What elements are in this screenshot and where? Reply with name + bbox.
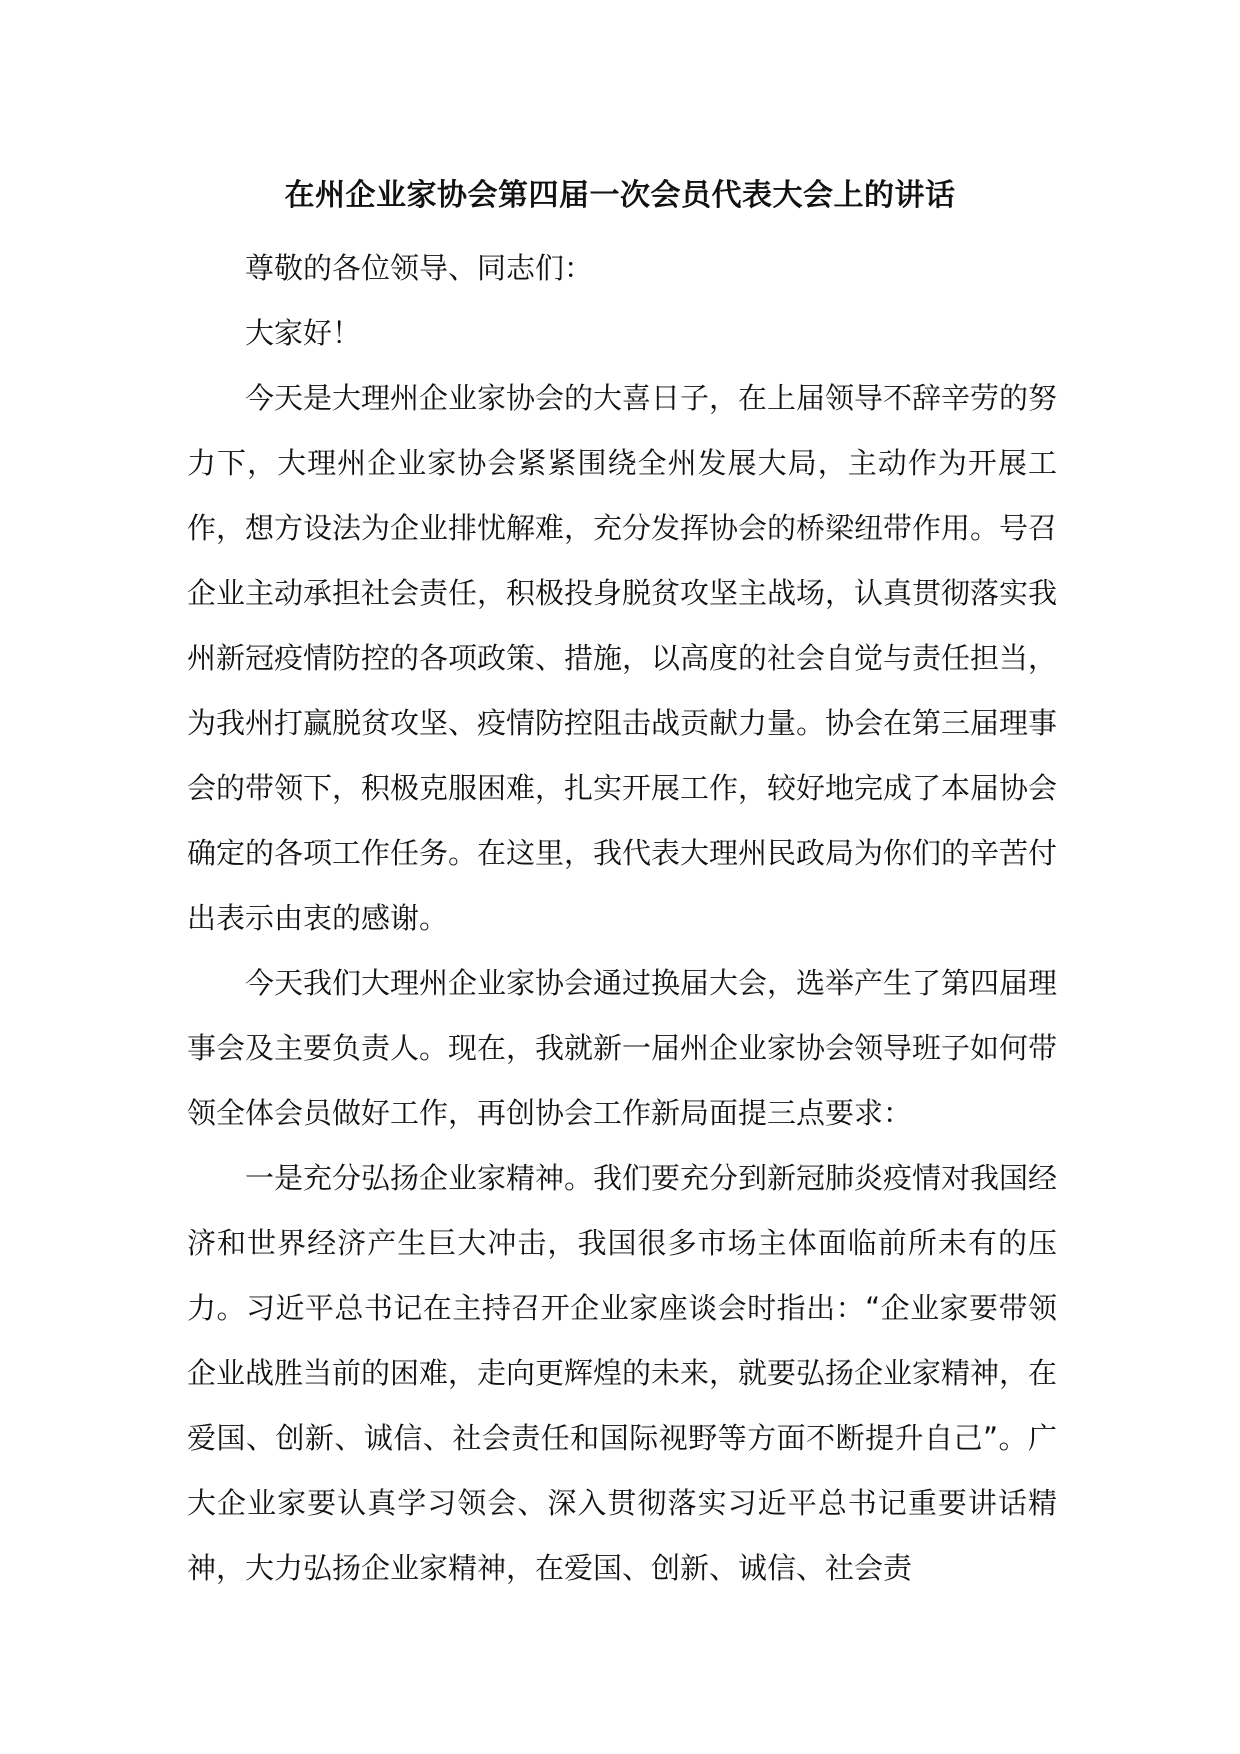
paragraph-requirement-one: 一是充分弘扬企业家精神。我们要充分到新冠肺炎疫情对我国经济和世界经济产生巨大冲击，我国很多市场主体面临前所未有的压力。习近平总书记在主持召开企业家座谈会时指出：“企业家要带领企业战胜当前的困难，走向更辉煌的未来，就要弘扬企业家精神，在爱国、创新、诚信、社会责任和国际视野等方面不断提升自己”。广大企业家要认真学习领会、深入贯彻落实习近平总书记重要讲话精神，大力弘扬企业家精神，在爱国、创新、诚信、社会责 — [187, 1161, 1058, 1585]
paragraph-salutation: 尊敬的各位领导、同志们： — [245, 251, 594, 285]
paragraph-greeting: 大家好！ — [245, 316, 362, 350]
paragraph-election: 今天我们大理州企业家协会通过换届大会，选举产生了第四届理事会及主要负责人。现在，我就新一届州企业家协会领导班子如何带领全体会员做好工作，再创协会工作新局面提三点要求： — [187, 966, 1058, 1130]
document-title: 在州企业家协会第四届一次会员代表大会上的讲话 — [284, 178, 956, 213]
document-body — [187, 236, 1057, 1601]
paragraph-intro: 今天是大理州企业家协会的大喜日子，在上届领导不辞辛劳的努力下，大理州企业家协会紧紧围绕全州发展大局，主动作为开展工作，想方设法为企业排忧解难，充分发挥协会的桥梁纽带作用。号召企业主动承担社会责任，积极投身脱贫攻坚主战场，认真贯彻落实我州新冠疫情防控的各项政策、措施，以高度的社会自觉与责任担当，为我州打赢脱贫攻坚、疫情防控阻击战贡献力量。协会在第三届理事会的带领下，积极克服困难，扎实开展工作，较好地完成了本届协会确定的各项工作任务。在这里，我代表大理州民政局为你们的辛苦付出表示由衷的感谢。 — [187, 381, 1058, 935]
